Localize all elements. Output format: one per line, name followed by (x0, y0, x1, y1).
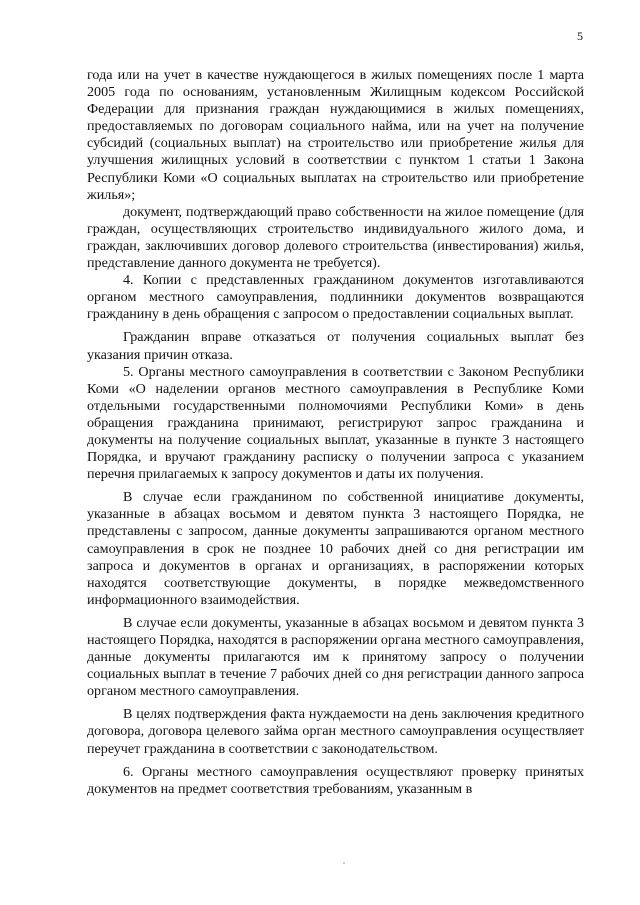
paragraph-item-6: 6. Органы местного самоуправления осуществляют проверку принятых документов на предмет соответствия требованиям, указанным в (87, 763, 584, 797)
paragraph-continuation: года или на учет в качестве нуждающегося в жилых помещениях после 1 марта 2005 года по основаниям, установленным Жилищным кодексом Российской Федерации для признания граждан нуждающимися в жилых помещениях, предоставляемых по договорам социального найма, или на учет на получение субсидий (социальных выплат) на строительство или приобретение жилья для улучшения жилищных условий в соответствии с пунктом 1 статьи 1 Закона Республики Коми «О социальных выплатах на строительство или приобретение жилья»; (87, 67, 584, 203)
paragraph-documents-attached: В случае если документы, указанные в абзацах восьмом и девятом пункта 3 настоящего Порядка, находятся в распоряжении органа местного самоуправления, данные документы прилагаются им к принятому запросу о получении социальных выплат в течение 7 рабочих дней со дня регистрации данного запроса органом местного самоуправления. (87, 614, 584, 700)
page-number: 5 (577, 29, 583, 43)
paragraph-interagency-request: В случае если гражданином по собственной инициативе документы, указанные в абзацах восьмом и девятом пункта 3 настоящего Порядка, не представлены с запросом, данные документы запрашиваются органом местного самоуправления в срок не позднее 10 рабочих дней со дня регистрации им запроса и документов в органах и организациях, в распоряжении которых находятся соответствующие документы, в порядке межведомственного информационного взаимодействия. (87, 489, 584, 608)
paragraph-refusal-right: Гражданин вправе отказаться от получения социальных выплат без указания причин отказа. (87, 329, 584, 363)
paragraph-item-5: 5. Органы местного самоуправления в соответствии с Законом Республики Коми «О наделении органов местного самоуправления в Республике Коми отдельными государственными полномочиями Республики Коми» в день обращения гражданина принимают, регистрируют запрос гражданина и документы на получение социальных выплат, указанные в пункте 3 настоящего Порядка, и вручают гражданину расписку о получении запроса с указанием перечня прилагаемых к запросу документов и даты их получения. (87, 363, 584, 483)
paragraph-need-confirmation: В целях подтверждения факта нуждаемости на день заключения кредитного договора, договора целевого займа орган местного самоуправления осуществляет переучет гражданина в соответствии с законодательством. (87, 706, 584, 757)
scan-speck (343, 862, 345, 864)
paragraph-ownership-document: документ, подтверждающий право собственности на жилое помещение (для граждан, осуществляющих строительство индивидуального жилого дома, и граждан, заключивших договор долевого строительства (инвестирования) жилья, представление данного документа не требуется). (87, 203, 584, 272)
document-body (87, 67, 584, 798)
paragraph-item-4: 4. Копии с представленных гражданином документов изготавливаются органом местного самоуправления, подлинники документов возвращаются гражданину в день обращения с запросом о предоставлении социальных выплат. (87, 272, 584, 323)
